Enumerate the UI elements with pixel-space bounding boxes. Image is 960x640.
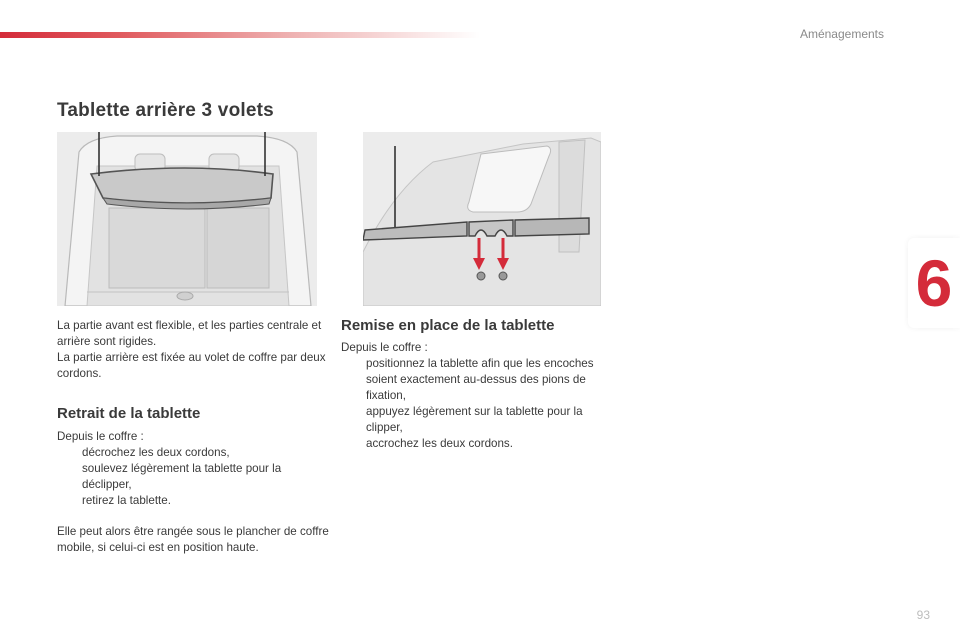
removal-steps: [57, 429, 327, 509]
list-item: retirez la tablette.: [82, 494, 171, 507]
intro-line-1: La partie avant est flexible, et les parties centrale et arrière sont rigides.: [57, 319, 322, 348]
intro-line-2: La partie arrière est fixée au volet de coffre par deux cordons.: [57, 351, 326, 380]
list-item: soulevez légèrement la tablette pour la déclipper,: [82, 462, 282, 491]
illustration-trunk-shelf: [57, 132, 317, 306]
removal-heading: Retrait de la tablette: [57, 405, 201, 422]
storage-note: Elle peut alors être rangée sous le plancher de coffre mobile, si celui-ci est en position haute.: [57, 525, 329, 554]
section-title: Aménagements: [799, 27, 884, 41]
refit-heading: Remise en place de la tablette: [341, 317, 555, 334]
removal-lead: Depuis le coffre :: [57, 430, 144, 443]
list-item: décrochez les deux cordons,: [82, 446, 230, 459]
refit-steps: [341, 340, 601, 452]
illustration-shelf-refit: [363, 132, 601, 306]
list-item: positionnez la tablette afin que les encoches soient exactement au-dessus des pions de fixation,: [366, 357, 594, 402]
page-number: 93: [916, 608, 930, 622]
refit-lead: Depuis le coffre :: [341, 341, 428, 354]
list-item: accrochez les deux cordons.: [366, 437, 513, 450]
header-accent-bar: [0, 32, 480, 38]
intro-text: [57, 318, 327, 382]
list-item: appuyez légèrement sur la tablette pour la clipper,: [366, 405, 583, 434]
page-title: Tablette arrière 3 volets: [57, 100, 274, 121]
chapter-tab: 6: [908, 238, 960, 328]
